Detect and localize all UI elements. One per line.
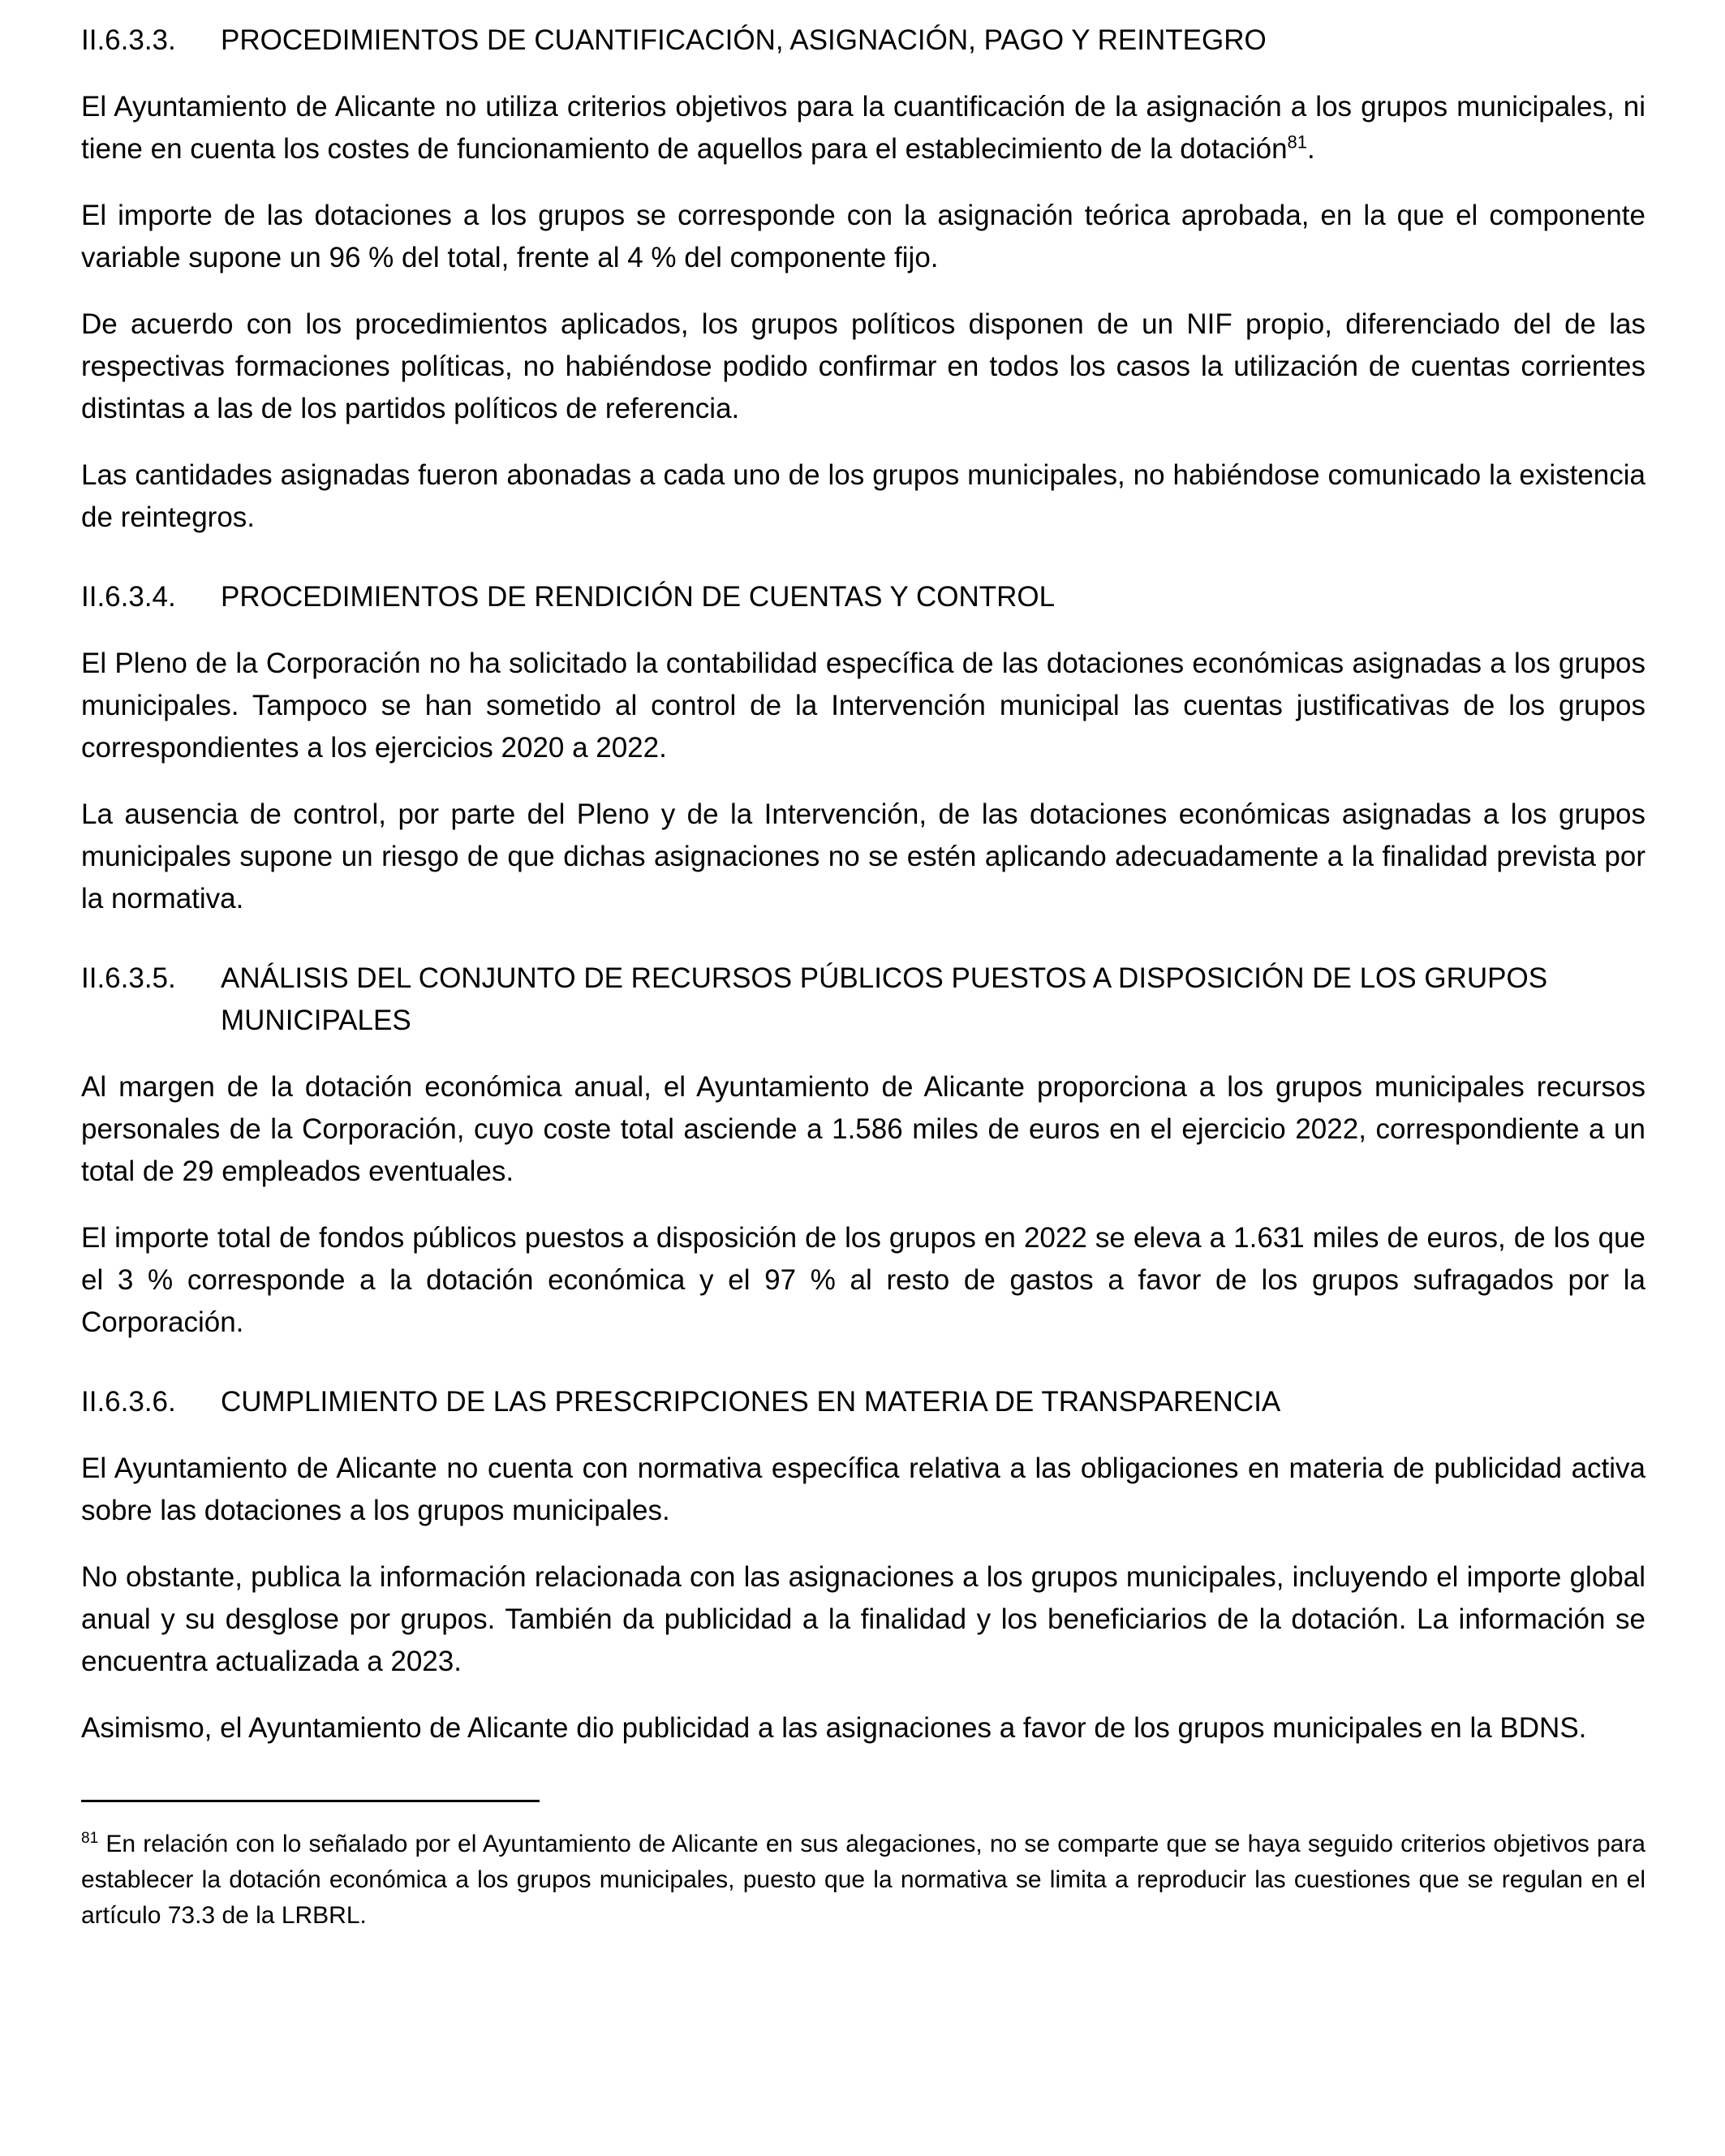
footnote-reference: 81 xyxy=(1287,131,1308,153)
paragraph: No obstante, publica la información relacionada con las asignaciones a los grupos municipales, incluyendo el importe global anual y su desglose por grupos. También da publicidad a la finalidad y los beneficiarios de la dotación. La información se encuentra actualizada a 2023. xyxy=(81,1561,1645,1677)
paragraph: El Ayuntamiento de Alicante no cuenta con normativa específica relativa a las obligaciones en materia de publicidad activa sobre las dotaciones a los grupos municipales. xyxy=(81,1452,1645,1526)
footnote-divider xyxy=(81,1800,540,1802)
paragraph: El importe de las dotaciones a los grupos se corresponde con la asignación teórica aprobada, en la que el componente variable supone un 96 % del total, frente al 4 % del componente fijo. xyxy=(81,200,1645,273)
paragraph-text: El Ayuntamiento de Alicante no utiliza criterios objetivos para la cuantificación de la asignación a los grupos municipales, ni tiene en cuenta los costes de funcionamiento de aquellos para el establecimiento de la dotación xyxy=(81,91,1645,165)
section-number: II.6.3.6. xyxy=(81,1386,176,1418)
footnote-text xyxy=(81,1827,1645,1934)
section-heading-II.6.3.4 xyxy=(81,576,1645,618)
footnote-marker: 81 xyxy=(81,1830,99,1847)
paragraph: Al margen de la dotación económica anual, el Ayuntamiento de Alicante proporciona a los grupos municipales recursos personales de la Corporación, cuyo coste total asciende a 1.586 miles de euros en el ejercicio 2022, correspondiente a un total de 29 empleados eventuales. xyxy=(81,1071,1645,1187)
section-title: CUMPLIMIENTO DE LAS PRESCRIPCIONES EN MATERIA DE TRANSPARENCIA xyxy=(221,1386,1281,1418)
paragraph: El importe total de fondos públicos puestos a disposición de los grupos en 2022 se eleva a 1.631 miles de euros, de los que el 3 % corresponde a la dotación económica y el 97 % al resto de gastos a favor de los grupos sufragados por la Corporación. xyxy=(81,1222,1645,1338)
section-number: II.6.3.5. xyxy=(81,962,176,994)
section-number: II.6.3.4. xyxy=(81,581,176,613)
paragraph-text: . xyxy=(1307,133,1315,165)
footnote-body: En relación con lo señalado por el Ayuntamiento de Alicante en sus alegaciones, no se comparte que se haya seguido criterios objetivos para establecer la dotación económica a los grupos municipales, puesto que la normativa se limita a reproducir las cuestiones que se regulan en el artículo 73.3 de la LRBRL. xyxy=(81,1831,1645,1929)
section-title: PROCEDIMIENTOS DE CUANTIFICACIÓN, ASIGNACIÓN, PAGO Y REINTEGRO xyxy=(221,24,1267,56)
section-number: II.6.3.3. xyxy=(81,24,176,56)
paragraph: Las cantidades asignadas fueron abonadas a cada uno de los grupos municipales, no habiéndose comunicado la existencia de reintegros. xyxy=(81,459,1645,533)
paragraph: De acuerdo con los procedimientos aplicados, los grupos políticos disponen de un NIF propio, diferenciado del de las respectivas formaciones políticas, no habiéndose podido confirmar en todos los casos la utilización de cuentas corrientes distintas a las de los partidos políticos de referencia. xyxy=(81,308,1645,424)
section-title: ANÁLISIS DEL CONJUNTO DE RECURSOS PÚBLICOS PUESTOS A DISPOSICIÓN DE LOS GRUPOS MUNICIPALES xyxy=(221,962,1548,1036)
section-heading-II.6.3.5 xyxy=(81,958,1645,1042)
section-title: PROCEDIMIENTOS DE RENDICIÓN DE CUENTAS Y CONTROL xyxy=(221,581,1056,613)
paragraph: La ausencia de control, por parte del Pleno y de la Intervención, de las dotaciones económicas asignadas a los grupos municipales supone un riesgo de que dichas asignaciones no se estén aplicando adecuadamente a la finalidad prevista por la normativa. xyxy=(81,798,1645,914)
paragraph: Asimismo, el Ayuntamiento de Alicante dio publicidad a las asignaciones a favor de los grupos municipales en la BDNS. xyxy=(81,1712,1587,1744)
paragraph: El Pleno de la Corporación no ha solicitado la contabilidad específica de las dotaciones económicas asignadas a los grupos municipales. Tampoco se han sometido al control de la Intervención municipal las cuentas justificativas de los grupos correspondientes a los ejercicios 2020 a 2022. xyxy=(81,648,1645,764)
section-heading-II.6.3.6 xyxy=(81,1381,1645,1423)
paragraph xyxy=(81,86,1645,170)
section-heading-II.6.3.3 xyxy=(81,19,1645,62)
